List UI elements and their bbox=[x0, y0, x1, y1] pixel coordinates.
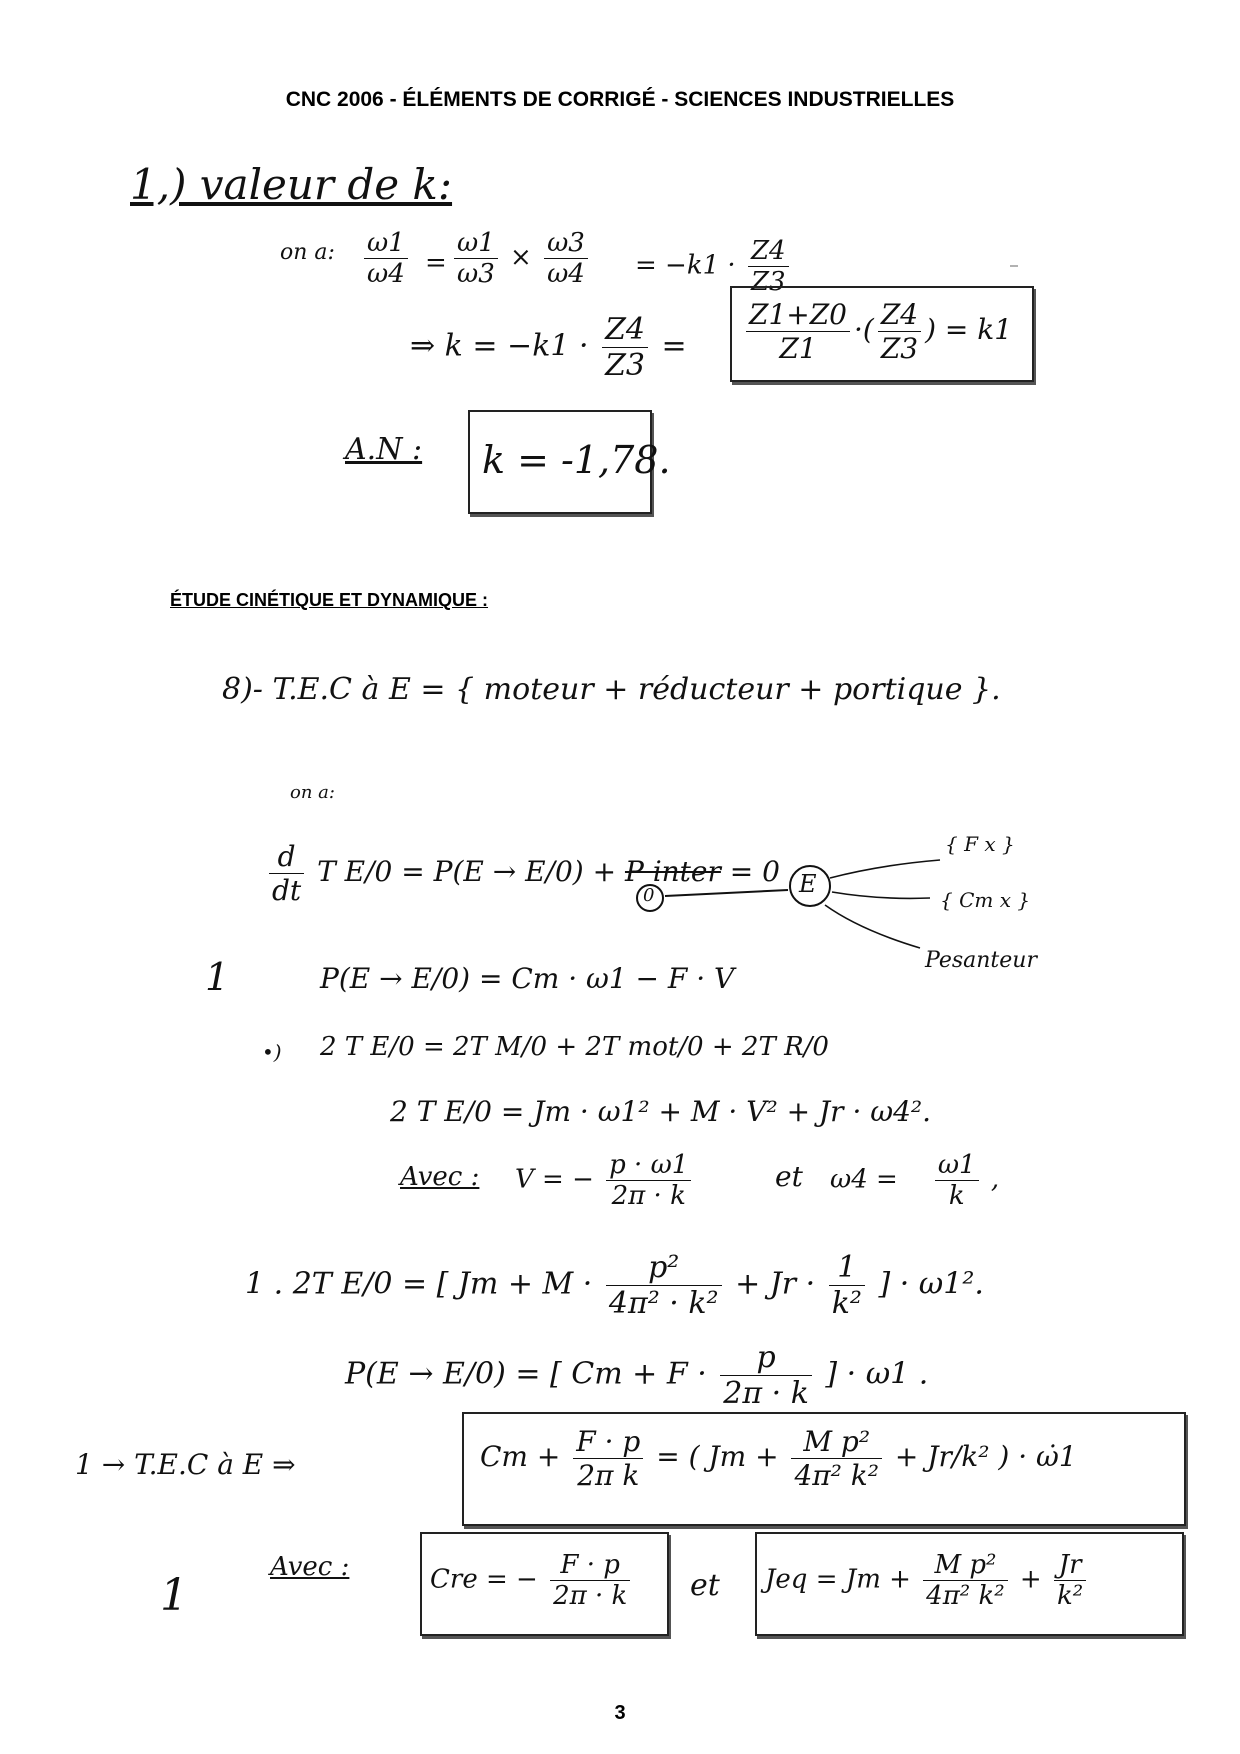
ratio-rhs: = −k1 · $\frac{Z4}{Z3}$ bbox=[635, 236, 793, 297]
power-equation-2: P(E → E/0) = [ Cm + F · $\frac{p}{2\pi \cdot k}$ ] · ω1 . bbox=[345, 1340, 929, 1411]
avec-w4-expr: ω4 = $\frac{\omega 1}{k}$ , bbox=[830, 1150, 1000, 1211]
score-mark-1: 1 bbox=[205, 955, 230, 999]
bullet-mark: •) bbox=[262, 1040, 282, 1064]
avec-v-expr: V = − $\frac{p \cdot \omega 1}{2\pi \cdot k}$ bbox=[515, 1150, 695, 1211]
ratio-lhs: $\frac{\omega 1}{\omega 4}$ bbox=[360, 228, 412, 289]
an-value: k = -1,78. bbox=[482, 438, 671, 482]
kinetic-energy-eq2: 2 T E/0 = Jm · ω1² + M · V² + Jr · ω4². bbox=[390, 1095, 932, 1128]
avec-label-2: Avec : bbox=[270, 1552, 350, 1582]
page-number: 3 bbox=[614, 1702, 626, 1724]
on-a-label-2: on a: bbox=[290, 782, 335, 803]
diagram-e-label: E bbox=[799, 870, 817, 898]
diagram-0-label: 0 bbox=[643, 885, 655, 906]
et-label-2: et bbox=[690, 1568, 720, 1603]
tec-final-lhs: 1 → T.E.C à E ⇒ bbox=[75, 1448, 296, 1481]
page-header: CNC 2006 - ÉLÉMENTS DE CORRIGÉ - SCIENCES INDUSTRIELLES bbox=[285, 88, 955, 111]
avec-et: et bbox=[775, 1160, 803, 1193]
cre-expr: Cre = − $\frac{F \cdot p}{2\pi \cdot k}$ bbox=[430, 1550, 634, 1611]
ratio-mid: $\frac{\omega 1}{\omega 3}$ × $\frac{\omega 3}{\omega 4}$ bbox=[450, 228, 592, 289]
section-title: ÉTUDE CINÉTIQUE ET DYNAMIQUE : bbox=[170, 590, 489, 610]
implies-line: ⇒ k = −k1 · $\frac{Z4}{Z3}$ = bbox=[410, 312, 687, 383]
ratio-eq1: = bbox=[425, 248, 447, 278]
tec-equation: $\frac{d}{dt}$ T E/0 = P(E → E/0) + P inter = 0 bbox=[265, 840, 780, 907]
jeq-expr: Jeq = Jm + $\frac{\text{M p²}}{\text{4π² k²}}$ + $\frac{Jr}{\text{k²}}$ bbox=[765, 1550, 1090, 1611]
score-mark-final: 1 bbox=[160, 1570, 188, 1621]
kinetic-energy-eq1: 2 T E/0 = 2T M/0 + 2T mot/0 + 2T R/0 bbox=[320, 1032, 829, 1062]
q8-statement: 8)- T.E.C à E = { moteur + réducteur + portique }. bbox=[222, 672, 1001, 707]
question-heading: 1,) valeur de k: bbox=[130, 160, 453, 209]
diagram-torque-label: { Cm x } bbox=[940, 888, 1031, 912]
boxed-formula-text: $\frac{Z1+Z0}{Z1}$ ·( $\frac{Z4}{Z3}$ ) = k1 bbox=[742, 298, 1012, 365]
on-a-label: on a: bbox=[280, 240, 335, 265]
kinetic-energy-eq3: 1 . 2T E/0 = [ Jm + M · $\frac{\text{p²}}{\text{4π² · k²}}$ + Jr · $\frac{1}{\text{k²}}$ ] · ω1². bbox=[245, 1250, 984, 1321]
diagram-force-label: { F x } bbox=[945, 832, 1015, 856]
diagram-gravity-label: Pesanteur bbox=[925, 948, 1037, 973]
tec-final-expr: Cm + $\frac{F \cdot p}{\text{2π k}}$ = ( Jm + $\frac{\text{M p²}}{\text{4π² k²}}$ + Jr/k² ) · ω̇1 bbox=[480, 1425, 1077, 1492]
avec-label-1: Avec : bbox=[400, 1162, 480, 1192]
an-label: A.N : bbox=[345, 432, 423, 467]
power-equation: P(E → E/0) = Cm · ω1 − F · V bbox=[320, 962, 735, 995]
